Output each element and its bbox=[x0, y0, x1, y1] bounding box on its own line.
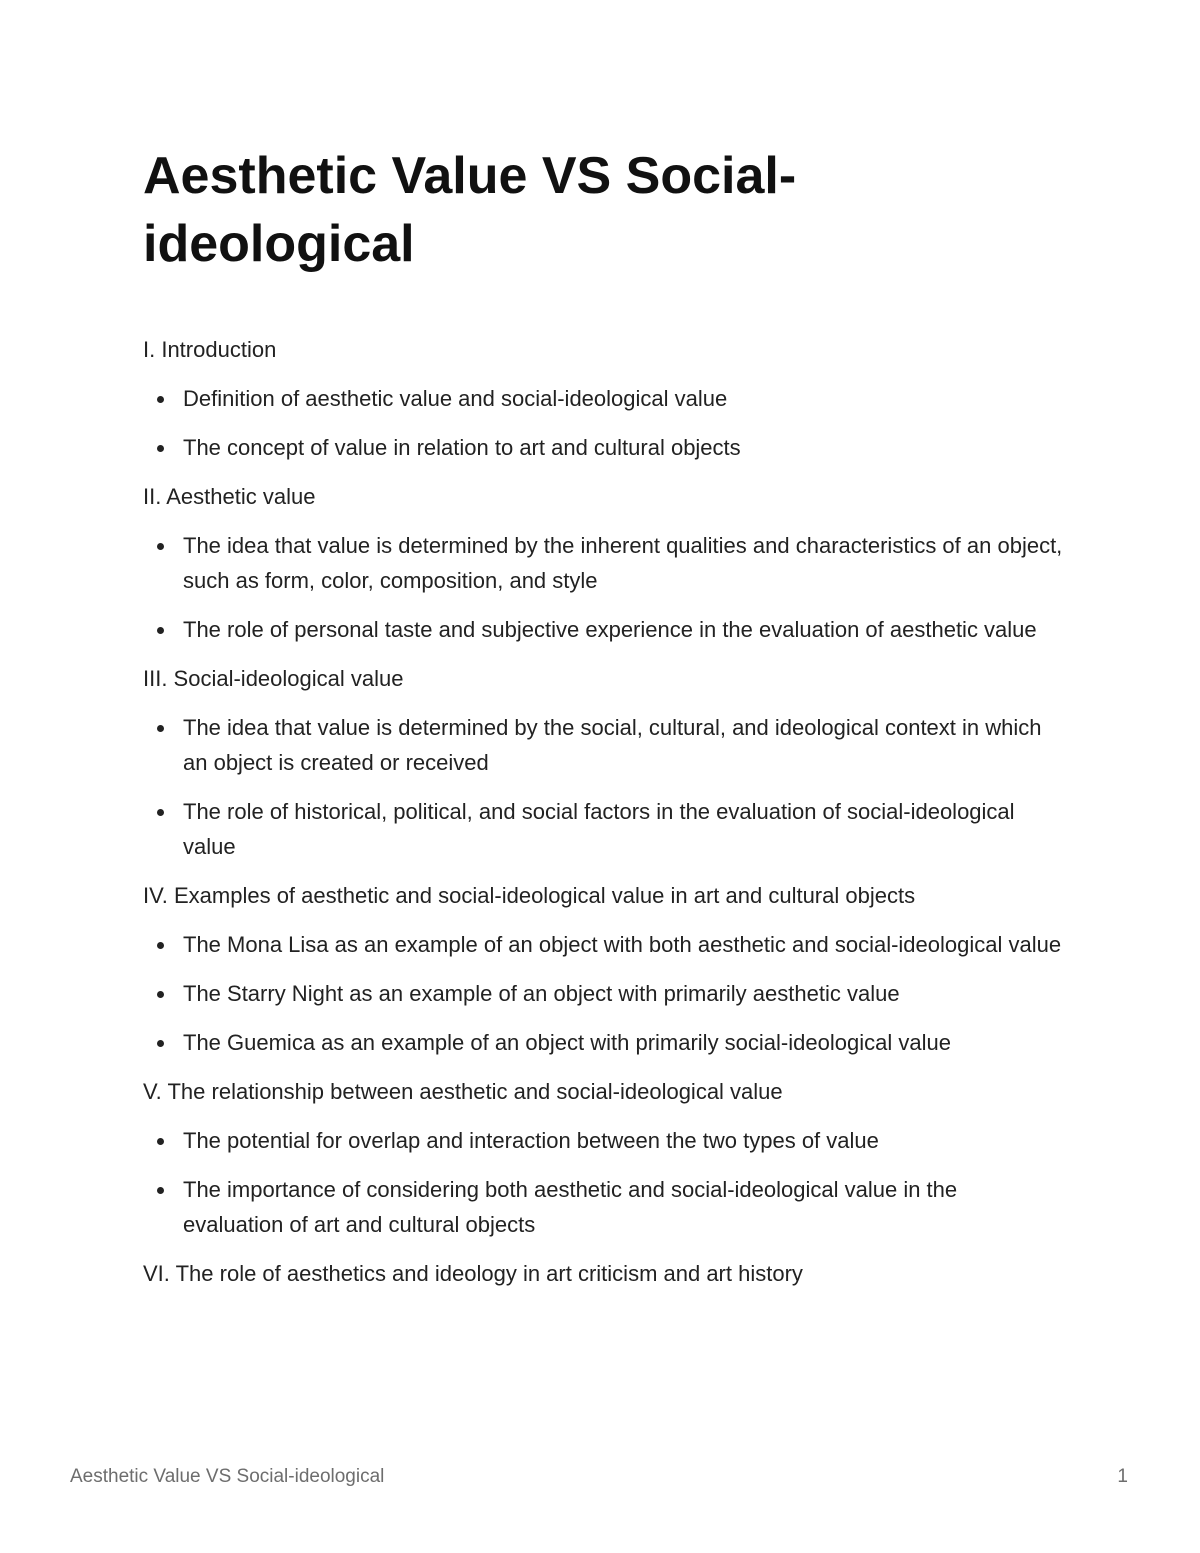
section-heading: I. Introduction bbox=[143, 337, 277, 362]
bullet-icon bbox=[157, 627, 164, 634]
bullet-icon bbox=[157, 1040, 164, 1047]
section-heading: VI. The role of aesthetics and ideology in art criticism and art history bbox=[143, 1261, 803, 1286]
list-item-text: The potential for overlap and interaction between the two types of value bbox=[183, 1128, 879, 1153]
page-number: 1 bbox=[1117, 1466, 1128, 1487]
section-heading: V. The relationship between aesthetic and social-ideological value bbox=[143, 1079, 783, 1104]
document-title: Aesthetic Value VS Social-ideological bbox=[143, 147, 797, 273]
bullet-list bbox=[143, 381, 1063, 465]
bullet-icon bbox=[157, 396, 164, 403]
bullet-icon bbox=[157, 1138, 164, 1145]
section-heading: III. Social-ideological value bbox=[143, 666, 404, 691]
list-item bbox=[143, 710, 1063, 780]
bullet-list bbox=[143, 528, 1063, 647]
list-item bbox=[143, 1025, 1063, 1060]
bullet-list bbox=[143, 710, 1063, 864]
bullet-icon bbox=[157, 942, 164, 949]
list-item-text: The idea that value is determined by the social, cultural, and ideological context in which an object is created or received bbox=[183, 715, 1042, 775]
bullet-icon bbox=[157, 725, 164, 732]
bullet-icon bbox=[157, 445, 164, 452]
section-examples bbox=[143, 878, 1063, 1060]
list-item bbox=[143, 612, 1063, 647]
bullet-icon bbox=[157, 1187, 164, 1194]
document-body bbox=[143, 142, 1063, 1305]
bullet-icon bbox=[157, 809, 164, 816]
list-item bbox=[143, 381, 1063, 416]
list-item-text: The Guemica as an example of an object with primarily social-ideological value bbox=[183, 1030, 951, 1055]
section-relationship bbox=[143, 1074, 1063, 1242]
list-item-text: The concept of value in relation to art and cultural objects bbox=[183, 435, 741, 460]
list-item-text: The Mona Lisa as an example of an object with both aesthetic and social-ideological value bbox=[183, 932, 1062, 957]
bullet-list bbox=[143, 1123, 1063, 1242]
bullet-icon bbox=[157, 991, 164, 998]
section-heading: II. Aesthetic value bbox=[143, 484, 316, 509]
list-item-text: The role of historical, political, and social factors in the evaluation of social-ideological value bbox=[183, 799, 1015, 859]
list-item bbox=[143, 927, 1063, 962]
list-item-text: Definition of aesthetic value and social-ideological value bbox=[183, 386, 728, 411]
list-item bbox=[143, 430, 1063, 465]
bullet-list bbox=[143, 927, 1063, 1060]
section-social-ideological-value bbox=[143, 661, 1063, 864]
list-item-text: The importance of considering both aesthetic and social-ideological value in the evaluation of art and cultural objects bbox=[183, 1177, 958, 1237]
list-item bbox=[143, 794, 1063, 864]
section-art-criticism bbox=[143, 1256, 1063, 1292]
footer-title: Aesthetic Value VS Social-ideological bbox=[70, 1466, 385, 1487]
list-item bbox=[143, 1123, 1063, 1158]
list-item bbox=[143, 976, 1063, 1011]
list-item-text: The role of personal taste and subjective experience in the evaluation of aesthetic value bbox=[183, 617, 1037, 642]
list-item bbox=[143, 528, 1063, 598]
bullet-icon bbox=[157, 543, 164, 550]
list-item-text: The idea that value is determined by the inherent qualities and characteristics of an object, such as form, color, composition, and style bbox=[183, 533, 1063, 593]
list-item-text: The Starry Night as an example of an object with primarily aesthetic value bbox=[183, 981, 900, 1006]
section-heading: IV. Examples of aesthetic and social-ideological value in art and cultural objects bbox=[143, 883, 916, 908]
section-aesthetic-value bbox=[143, 479, 1063, 647]
list-item bbox=[143, 1172, 1063, 1242]
section-introduction bbox=[143, 332, 1063, 465]
